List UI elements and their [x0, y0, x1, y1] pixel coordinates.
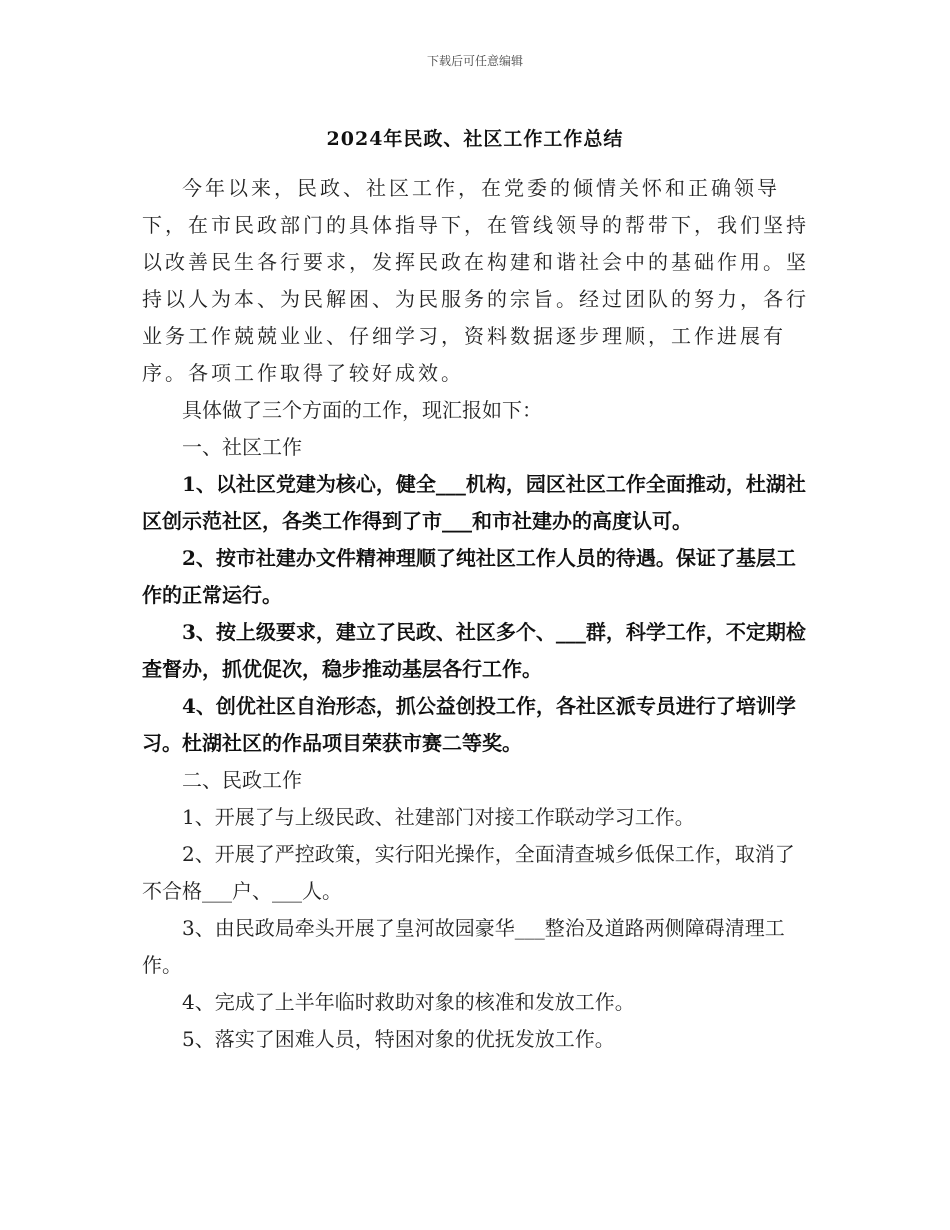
section-heading-community: 一、社区工作 — [182, 435, 302, 459]
document-body — [142, 170, 810, 1058]
civil-affairs-item: 4、完成了上半年临时救助对象的核准和发放工作。 — [182, 990, 635, 1014]
community-item: 4、创优社区自治形态，抓公益创投工作，各社区派专员进行了培训学习。杜湖社区的作品项目荣获市赛二等奖。 — [142, 694, 796, 755]
community-item: 2、按市社建办文件精神理顺了纯社区工作人员的待遇。保证了基层工作的正常运行。 — [142, 546, 796, 607]
community-item: 3、按上级要求，建立了民政、社区多个、___群，科学工作，不定期检查督办，抓优促次，稳步推动基层各行工作。 — [142, 620, 806, 681]
intro-paragraph: 今年以来，民政、社区工作，在党委的倾情关怀和正确领导下，在市民政部门的具体指导下，在管线领导的帮带下，我们坚持以改善民生各行要求，发挥民政在构建和谐社会中的基础作用。坚持以人为本、为民解困、为民服务的宗旨。经过团队的努力，各行业务工作兢兢业业、仔细学习，资料数据逐步理顺，工作进展有序。各项工作取得了较好成效。 — [142, 176, 809, 385]
civil-affairs-item: 2、开展了严控政策，实行阳光操作，全面清查城乡低保工作，取消了不合格___户、___人。 — [142, 842, 795, 903]
civil-affairs-item: 3、由民政局牵头开展了皇河故园豪华___整治及道路两侧障碍清理工作。 — [142, 916, 785, 977]
civil-affairs-item: 5、落实了困难人员，特困对象的优抚发放工作。 — [182, 1027, 615, 1051]
section-heading-civil-affairs: 二、民政工作 — [182, 768, 302, 792]
summary-lead: 具体做了三个方面的工作，现汇报如下： — [182, 398, 542, 422]
community-item: 1、以社区党建为核心，健全___机构，园区社区工作全面推动，杜湖社区创示范社区，各类工作得到了市___和市社建办的高度认可。 — [142, 472, 806, 533]
civil-affairs-item: 1、开展了与上级民政、社建部门对接工作联动学习工作。 — [182, 805, 695, 829]
document-title: 2024年民政、社区工作工作总结 — [326, 128, 624, 150]
page-header-note: 下载后可任意编辑 — [426, 54, 523, 68]
